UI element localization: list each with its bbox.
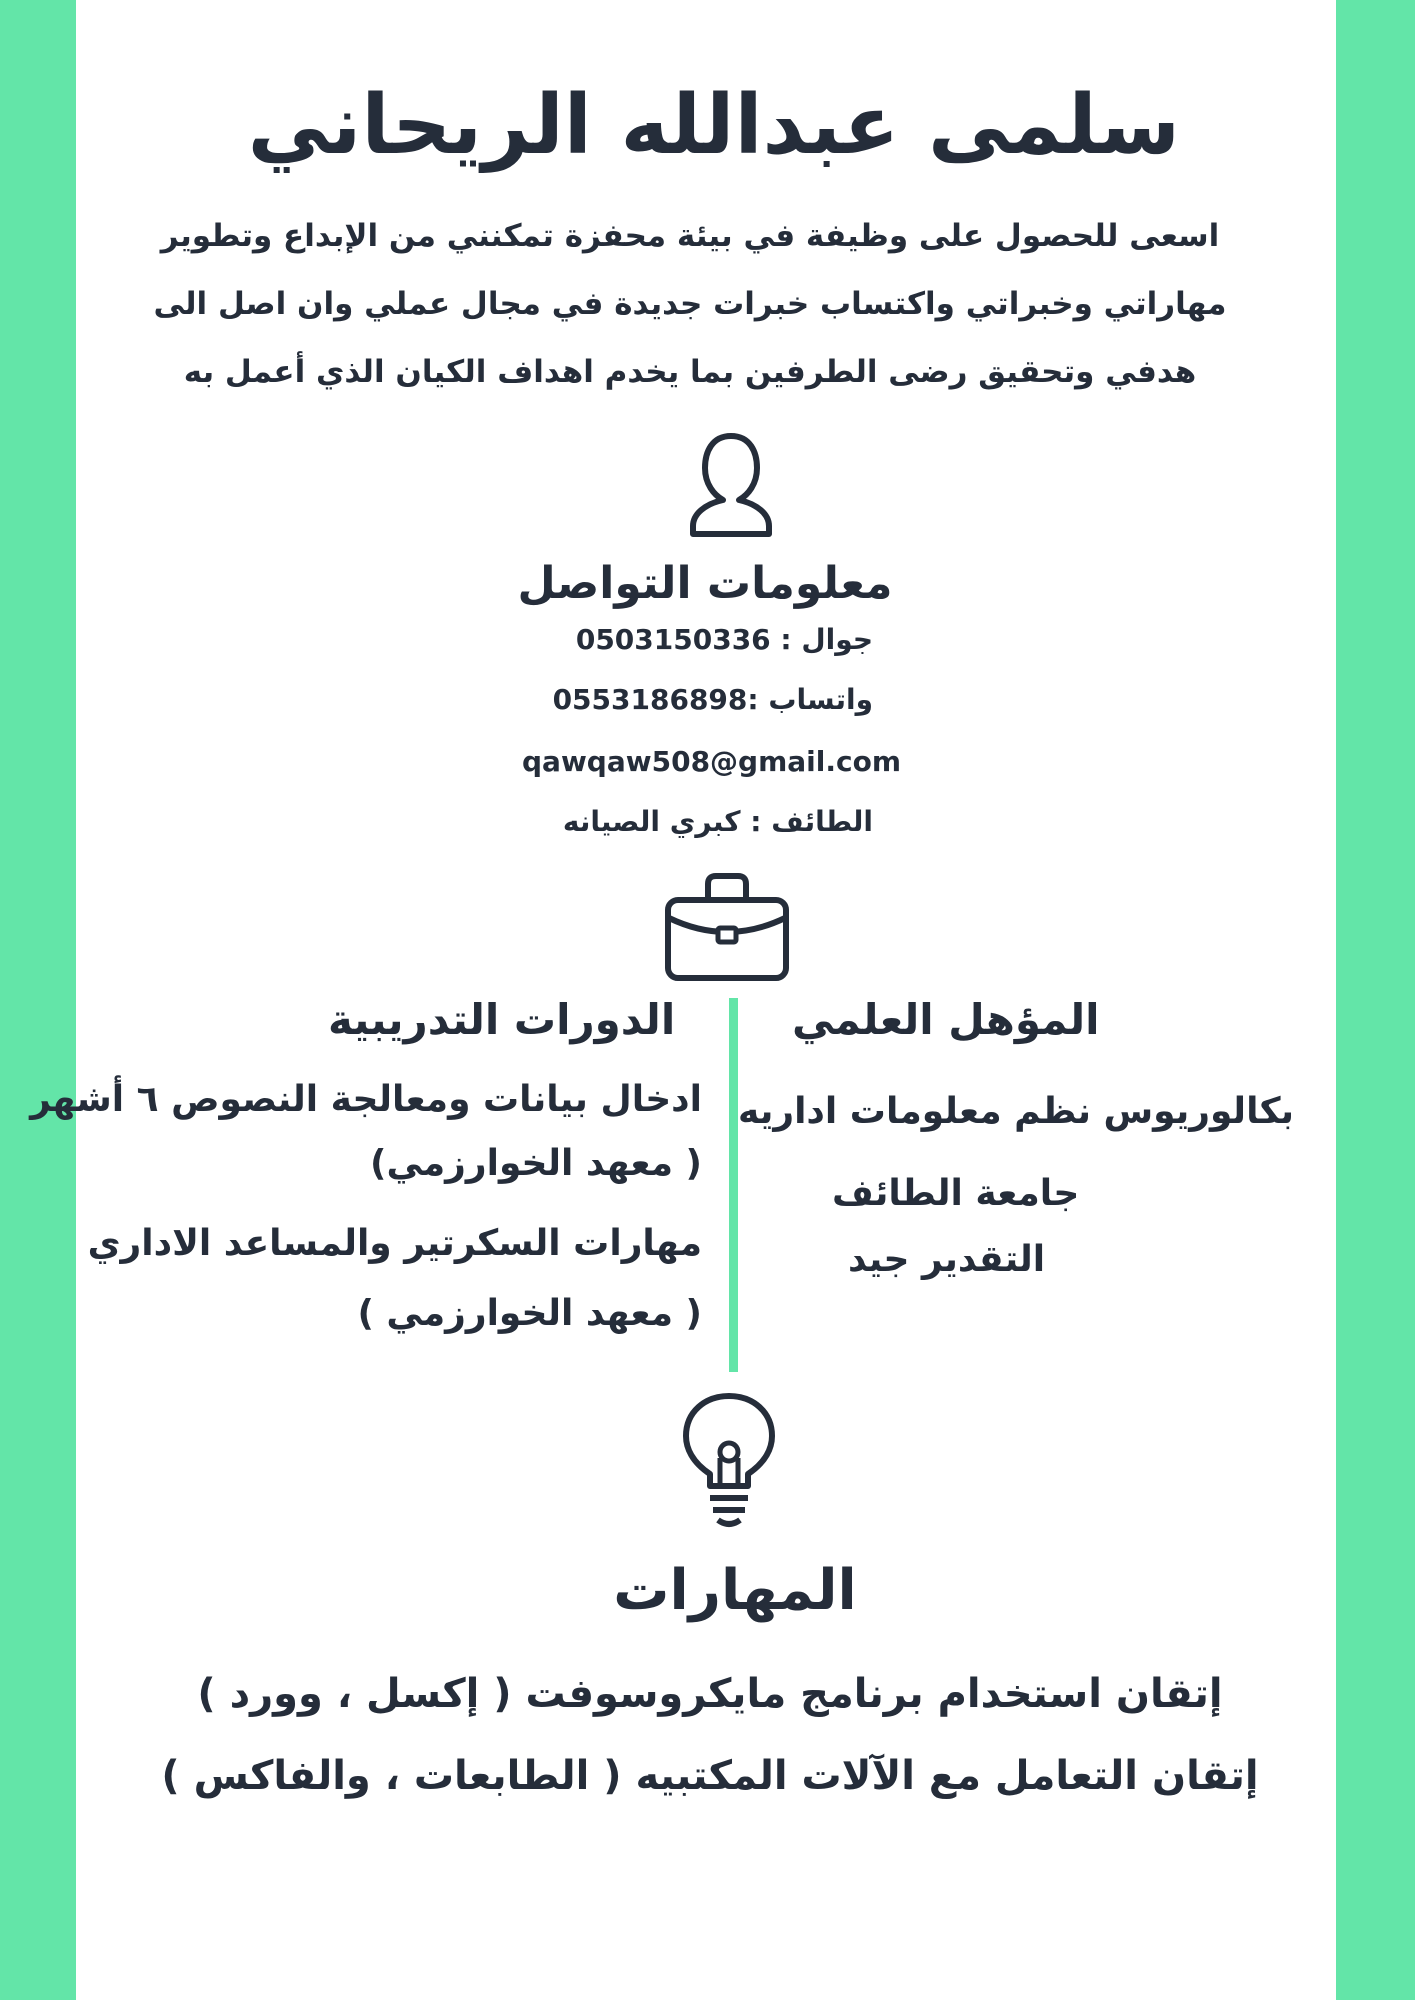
skill-item: إتقان التعامل مع الآلات المكتبيه ( الطابعات ، والفاكس ) <box>161 1753 1259 1799</box>
education-grade: التقدير جيد <box>848 1239 1046 1280</box>
briefcase-icon <box>664 870 790 984</box>
lightbulb-icon <box>680 1390 778 1532</box>
user-icon <box>683 430 779 540</box>
education-university: جامعة الطائف <box>832 1173 1080 1214</box>
objective-line: مهاراتي وخبراتي واكتساب خبرات جديدة في مجال عملي وان اصل الى <box>153 286 1227 322</box>
training-title: الدورات التدريبية <box>328 995 676 1044</box>
objective-line: هدفي وتحقيق رضى الطرفين بما يخدم اهداف الكيان الذي أعمل به <box>183 354 1197 390</box>
left-accent-bar <box>0 0 76 2000</box>
education-title: المؤهل العلمي <box>792 995 1100 1044</box>
course-name: مهارات السكرتير والمساعد الاداري <box>87 1223 702 1264</box>
email-link[interactable]: qawqaw508@gmail.com <box>522 745 902 778</box>
skills-title: المهارات <box>613 1558 857 1623</box>
education-degree: بكالوريوس نظم معلومات اداريه <box>738 1091 1295 1132</box>
resume-name: سلمى عبدالله الريحاني <box>247 78 1180 173</box>
skill-item: إتقان استخدام برنامج مايكروسوفت ( إكسل ، وورد ) <box>197 1671 1223 1717</box>
address-text: الطائف : كبري الصيانه <box>562 805 873 838</box>
objective-line: اسعى للحصول على وظيفة في بيئة محفزة تمكنني من الإبداع وتطوير <box>160 218 1220 254</box>
course-institute: ( معهد الخوارزمي ) <box>357 1293 702 1334</box>
right-accent-bar <box>1336 0 1415 2000</box>
contact-title: معلومات التواصل <box>517 558 893 609</box>
mobile-number: جوال : 0503150336 <box>575 623 873 656</box>
course-institute: ( معهد الخوارزمي) <box>369 1143 702 1184</box>
course-name: ادخال بيانات ومعالجة النصوص ٦ أشهر <box>30 1079 702 1120</box>
section-divider <box>729 998 738 1372</box>
whatsapp-number: واتساب :0553186898 <box>552 683 873 716</box>
